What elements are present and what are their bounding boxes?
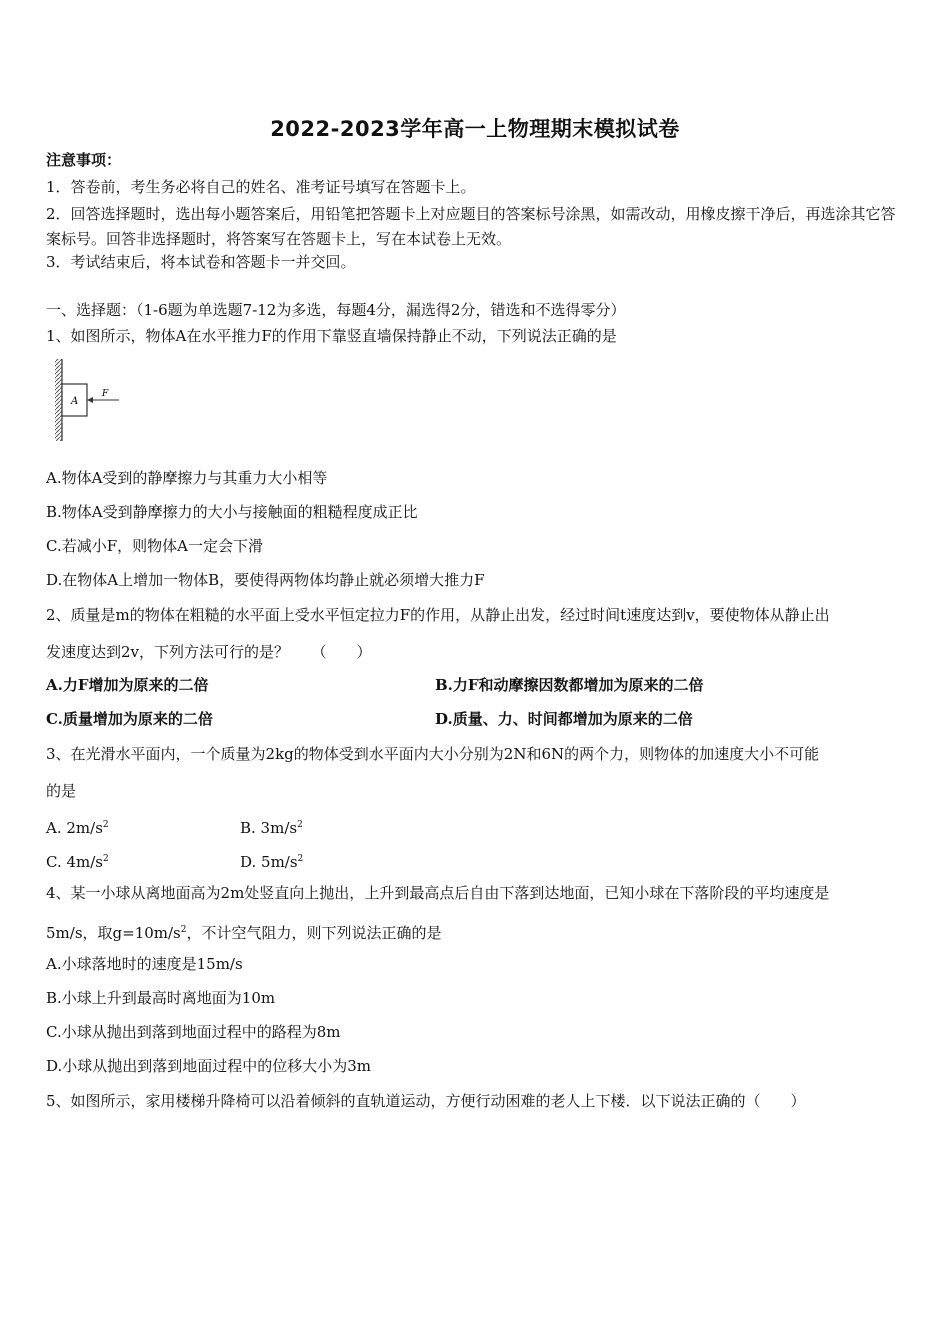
q2-stem-line2: 发速度达到2v，下列方法可行的是？ （ ）: [46, 643, 372, 661]
q3-option-d-exp: 2: [297, 854, 304, 864]
q4-option-d: D.小球从抛出到落到地面过程中的位移大小为3m: [46, 1057, 372, 1075]
page-title: 2022-2023学年高一上物理期末模拟试卷: [270, 117, 680, 141]
wall-hatch: [55, 359, 62, 441]
q1-option-a: A.物体A受到的静摩擦力与其重力大小相等: [46, 469, 328, 487]
q2-option-b: B.力F和动摩擦因数都增加为原来的二倍: [435, 676, 704, 694]
q3-option-d: [240, 849, 303, 872]
q4-option-a: A.小球落地时的速度是15m/s: [46, 955, 243, 973]
q3-option-b: [240, 815, 303, 838]
q2-option-c: C.质量增加为原来的二倍: [46, 710, 213, 728]
q4-option-b: B.小球上升到最高时离地面为10m: [46, 989, 276, 1007]
block-a-label: A: [71, 396, 79, 407]
q1-stem: 1、如图所示，物体A在水平推力F的作用下靠竖直墙保持静止不动，下列说法正确的是: [46, 327, 617, 345]
q4-option-c: C.小球从抛出到落到地面过程中的路程为8m: [46, 1023, 341, 1041]
notice-item-3: 3．考试结束后，将本试卷和答题卡一并交回。: [46, 253, 356, 271]
q3-option-a-text: A. 2m/s: [46, 819, 103, 837]
q2-option-d: D.质量、力、时间都增加为原来的二倍: [435, 710, 693, 728]
q3-option-b-text: B. 3m/s: [240, 819, 298, 837]
q5-stem: 5、如图所示，家用楼梯升降椅可以沿着倾斜的直轨道运动，方便行动困难的老人上下楼．以下说法正确的（ ）: [46, 1092, 806, 1110]
q3-option-c: [46, 849, 109, 872]
notice-item-1: 1．答卷前，考生务必将自己的姓名、准考证号填写在答题卡上。: [46, 178, 476, 196]
force-label: F: [102, 389, 109, 399]
q3-option-b-exp: 2: [297, 820, 303, 830]
force-arrow-icon: [87, 397, 93, 403]
q3-option-d-text: D. 5m/s: [240, 853, 298, 871]
q1-option-c: C.若减小F，则物体A一定会下滑: [46, 537, 263, 555]
q4-stem-line2-b: ，不计空气阻力，则下列说法正确的是: [186, 924, 442, 942]
section-heading: 一、选择题：（1-6题为单选题7-12为多选，每题4分，漏选得2分，错选和不选得零分）: [46, 301, 626, 319]
q3-option-a: [46, 815, 109, 838]
q4-stem-exp: 2: [180, 925, 187, 935]
q3-option-c-text: C. 4m/s: [46, 853, 103, 871]
q3-stem-line1: 3、在光滑水平面内，一个质量为2kg的物体受到水平面内大小分别为2N和6N的两个力，则物体的加速度大小不可能: [46, 745, 820, 763]
q3-stem-line2: 的是: [46, 782, 77, 800]
q4-stem-line1: 4、某一小球从离地面高为2m处竖直向上抛出，上升到最高点后自由下落到达地面，已知小球在下落阶段的平均速度是: [46, 884, 830, 902]
notice-item-2: 2．回答选择题时，选出每小题答案后，用铅笔把答题卡上对应题目的答案标号涂黑，如需改动，用橡皮擦干净后，再选涂其它答案标号。回答非选择题时，将答案写在答题卡上，写在本试卷上无效。: [46, 205, 896, 248]
q1-option-b: B.物体A受到静摩擦力的大小与接触面的粗糙程度成正比: [46, 503, 418, 521]
q3-option-c-exp: 2: [103, 854, 109, 864]
q1-option-d: D.在物体A上增加一物体B，要使得两物体均静止就必须增大推力F: [46, 571, 485, 589]
wall-block-force-diagram: [52, 357, 124, 443]
q4-stem-line2-a: 5m/s，取g=10m/s: [46, 924, 181, 942]
q4-stem-line2: [46, 920, 442, 943]
notice-heading: 注意事项：: [46, 151, 122, 169]
q2-option-a: A.力F增加为原来的二倍: [46, 676, 209, 694]
q3-option-a-exp: 2: [102, 820, 109, 830]
q2-stem-line1: 2、质量是m的物体在粗糙的水平面上受水平恒定拉力F的作用，从静止出发，经过时间t速度达到v，要使物体从静止出: [46, 606, 830, 624]
